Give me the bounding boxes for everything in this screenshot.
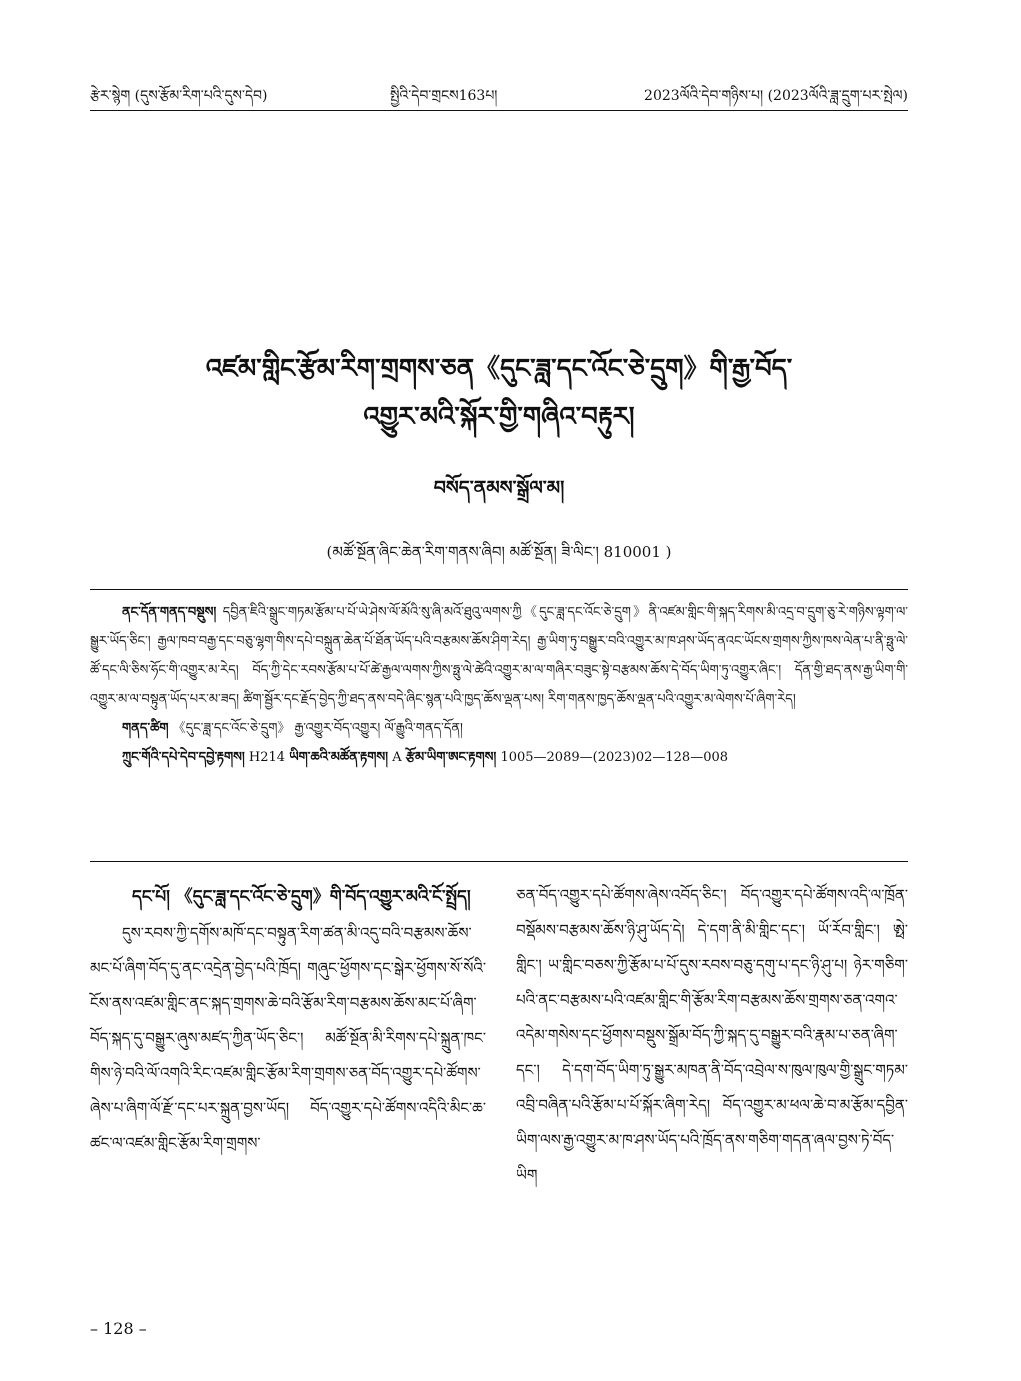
section-heading: དང་པོ། 《དུང་ཟླ་དང་འོང་ཅེ་དྲུག》གི་བོད་འགྱུར་མའི་ངོ་སྤྲོད། bbox=[132, 887, 471, 907]
keywords-label: གནད་ཚིག bbox=[122, 721, 169, 736]
clc-label: ཀྲུང་གོའི་དཔེ་དེབ་དབྱེ་རྟགས། bbox=[122, 750, 245, 765]
issue-number: སྤྱིའི་དེབ་གྲངས163པ། bbox=[390, 88, 498, 104]
header-rule bbox=[90, 110, 908, 111]
doc-code-label: ཡིག་ཆའི་མཚོན་རྟགས། bbox=[289, 750, 389, 765]
title-line-2: འགྱུར་མའི་སྐོར་གྱི་གཞིའ་བརྟུར། bbox=[363, 402, 635, 432]
page-number: – 128 – bbox=[90, 1319, 147, 1338]
abstract bbox=[90, 598, 908, 714]
issue-date: 2023ལོའི་དེབ་གཉིས་པ། (2023ལོའི་ཟླ་དྲུག་པར་སྤེལ) bbox=[644, 88, 908, 104]
article-id: 1005—2089—(2023)02—128—008 bbox=[500, 750, 729, 765]
body-column-right bbox=[516, 878, 908, 1193]
journal-name: རྩེར་སྙེག (དུས་རྩོམ་རིག་པའི་དུས་དེབ) bbox=[90, 88, 268, 104]
article-title bbox=[90, 345, 908, 441]
author-name: བསོད་ནམས་སྒྲོལ་མ། bbox=[433, 477, 565, 499]
abstract-rule-bottom bbox=[90, 861, 908, 862]
clc-code: H214 bbox=[248, 750, 286, 765]
title-line-1: འཛམ་གླིང་རྩོམ་རིག་གྲགས་ཅན《དུང་ཟླ་དང་འོང་ཅེ་དྲུག》གི་རྒྱ་བོད་ bbox=[205, 354, 793, 384]
abstract-text: དབྱིན་ཇིའི་སྒྲུང་གཏམ་རྩོམ་པ་པོ་ཡེ་ཤེས་ལོ་མོའི་སུ་ཞི་མའོ་ཐུའུ་ལགས་ཀྱི《དུང་ཟླ་དང་འོང་ཅེ་དྲུག》ནི་འཛམ་གླིང་གི་སྐད་རིགས་མི་འདྲ་བ་དྲུག་ཅུ་རེ་གཉིས་ལྟག་ལ་སྒྱུར་ཡོད་ཅིང་། རྒྱལ་ཁབ་བརྒྱ་དང་བཅུ་ལྷག་གིས་དཔེ་བསྐྲུན་ཆེན་པོ་ཐོན་ཡོད་པའི་བརྩམས་ཆོས་ཤིག་རེད། རྒྱ་ཡིག་ཏུ་བསྒྱུར་བའི་འགྱུར་མ་ཁ་ཤས་ཡོད་ནའང་ཡོངས་གྲགས་ཀྱིས་ཁས་ལེན་པ་ནི་ཧྥུ་ལེ་ཚོ་དང་ལི་ཅིས་ཧོང་གི་འགྱུར་མ་རེད། བོད་ཀྱི་དེང་རབས་རྩོམ་པ་པོ་ཚེ་རྒྱལ་ལགས་ཀྱིས་ཧྥུ་ལེ་ཚེའི་འགྱུར་མ་ལ་གཞིར་བཟུང་སྟེ་བརྩམས་ཆོས་དེ་བོད་ཡིག་ཏུ་འགྱུར་ཞིང་། དོན་གྱི་ཐད་ནས་རྒྱ་ཡིག་གི་འགྱུར་མ་ལ་བསྟུན་ཡོད་པར་མ་ཟད། ཚིག་སྦྱོར་དང་རྗོད་བྱེད་ཀྱི་ཐད་ནས་བདེ་ཞིང་སྙན་པའི་ཁྱད་ཆོས་ལྡན་པས། རིག་གནས་ཁྱད་ཆོས་ལྡན་པའི་འགྱུར་མ་ལེགས་པོ་ཞིག་རེད། bbox=[90, 605, 909, 707]
doc-code: A bbox=[392, 750, 402, 765]
body-column-left bbox=[90, 878, 486, 1161]
abstract-rule-top bbox=[90, 589, 908, 590]
body-paragraph: དུས་རབས་ཀྱི་དགོས་མཁོ་དང་བསྟུན་རིག་ཚན་མི་འདུ་བའི་བརྩམས་ཆོས་མང་པོ་ཞིག་བོད་དུ་ནང་འདྲེན་བྱེད་པའི་ཁྲོད། གཞུང་ཕྱོགས་དང་སྒེར་ཕྱོགས་སོ་སོའི་ངོས་ནས་འཛམ་གླིང་ནང་སྐད་གྲགས་ཆེ་བའི་རྩོམ་རིག་བརྩམས་ཆོས་མང་པོ་ཞིག་བོད་སྐད་དུ་བསྒྱུར་ཞུས་མཛད་ཀྱིན་ཡོད་ཅིང་། མཚོ་སྔོན་མི་རིགས་དཔེ་སྐྲུན་ཁང་གིས་ཉེ་བའི་ལོ་འགའི་རིང་འཛམ་གླིང་རྩོམ་རིག་གྲགས་ཅན་བོད་འགྱུར་དཔེ་ཚོགས་ཞེས་པ་ཞིག་ལོ་རྫོ་དང་པར་སྐྲུན་བྱས་ཡོད། བོད་འགྱུར་དཔེ་ཚོགས་འདིའི་མིང་ཆ་ཚང་ལ་འཛམ་གླིང་རྩོམ་རིག་གྲགས་ bbox=[90, 924, 486, 1152]
author-affiliation: (མཚོ་སྔོན་ཞིང་ཆེན་རིག་གནས་ཞིབ། མཚོ་སྔོན། ཟི་ལིང་། 810001 ) bbox=[326, 543, 672, 561]
body-paragraph-continued: ཅན་བོད་འགྱུར་དཔེ་ཚོགས་ཞེས་འབོད་ཅིང་། བོད་འགྱུར་དཔེ་ཚོགས་འདི་ལ་ཁྲོན་བསྡོམས་བརྩམས་ཆོས་ཉི་ཤུ་ཡོད་དེ། དེ་དག་ནི་མི་གླིང་དང་། ཡོ་རོབ་གླིང་། ཨྥེ་གླིང་། ཡ་གླིང་བཅས་ཀྱི་རྩོམ་པ་པོ་དུས་རབས་བཅུ་དགུ་པ་དང་ཉི་ཤུ་པ། ཉེར་གཅིག་པའི་ནང་བརྩམས་པའི་འཛམ་གླིང་གི་རྩོམ་རིག་བརྩམས་ཆོས་གྲགས་ཅན་འགའ་འདེམ་གསེས་དང་ཕྱོགས་བསྡུས་སྒྲོམ་བོད་ཀྱི་སྐད་དུ་བསྒྱུར་བའི་རྣམ་པ་ཅན་ཞིག་དང་། དེ་དག་བོད་ཡིག་ཏུ་སྒྱུར་མཁན་ནི་བོད་འབྲེལ་ས་ཁུལ་ཁུལ་གྱི་སྒྲུང་གཏམ་འབྲི་བཞིན་པའི་རྩོམ་པ་པོ་སྐོར་ཞིག་རེད། བོད་འགྱུར་མ་ཕལ་ཆེ་བ་མ་རྩོམ་དབྱིན་ཡིག་ལས་རྒྱ་འགྱུར་མ་ཁ་ཤས་ཡོད་པའི་ཁྲོད་ནས་གཅིག་གདན་ཞལ་བྱས་ཏེ་བོད་ཡིག bbox=[516, 886, 908, 1184]
keywords-text: 《དུང་ཟླ་དང་འོང་ཅེ་དྲུག》 རྒྱ་འགྱུར་བོད་འགྱུར། ལོ་རྒྱུའི་གནད་དོན། bbox=[172, 721, 463, 736]
keywords bbox=[90, 714, 908, 743]
abstract-block bbox=[90, 598, 908, 772]
abstract-label: ནང་དོན་གནད་བསྡུས། bbox=[122, 605, 217, 620]
article-id-label: རྩོམ་ཡིག་ཨང་རྟགས། bbox=[405, 750, 497, 765]
classification bbox=[90, 743, 908, 772]
